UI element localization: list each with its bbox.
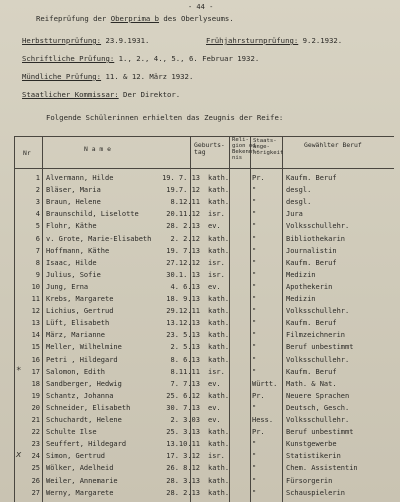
birthdate: 13.12.13: [166, 319, 200, 328]
citizenship: ": [252, 403, 257, 412]
table-row: [14, 414, 394, 427]
citizenship: ": [252, 476, 257, 485]
table-row: [14, 184, 394, 197]
birthdate: 28. 2.13: [166, 488, 200, 497]
chosen-profession: Kunstgewerbe: [286, 440, 337, 449]
chosen-profession: Chem. Assistentin: [286, 464, 358, 473]
birthdate: 23. 5.13: [166, 331, 200, 340]
birthdate: 30. 7.13: [166, 403, 200, 412]
row-number: 26: [31, 476, 40, 485]
row-number: 7: [35, 246, 40, 255]
row-number: 3: [35, 198, 40, 207]
state-commissioner: Staatlicher Kommissar: Der Direktor.: [22, 90, 181, 99]
religion: ev.: [208, 282, 221, 291]
table-row: [14, 462, 394, 475]
citizenship: ": [252, 258, 257, 267]
student-name: Meller, Wilhelmine: [46, 343, 122, 352]
table-row: [14, 426, 394, 439]
citizenship: ": [252, 222, 257, 231]
student-name: Salomon, Edith: [46, 367, 106, 376]
spring-sport-exam: Frühjahrsturnprüfung: 9.2.1932.: [206, 36, 343, 45]
table-row: [14, 378, 394, 391]
header-religion: Reli- gion od. Bekennt- nis: [232, 137, 259, 161]
chosen-profession: Schauspielerin: [286, 488, 346, 497]
chosen-profession: Beruf unbestimmt: [286, 343, 354, 352]
row-number: 20: [31, 403, 40, 412]
table-header-rule: [14, 168, 394, 169]
row-number: 8: [35, 258, 40, 267]
birthdate: 18. 9.13: [166, 295, 200, 303]
table-row: [14, 354, 394, 367]
birthdate: 25. 3.13: [166, 428, 200, 437]
chosen-profession: Fürsorgerin: [286, 476, 333, 485]
chosen-profession: Medizin: [286, 295, 316, 303]
citizenship: ": [252, 355, 257, 364]
birthdate: 19. 7.13: [166, 246, 200, 255]
table-row: [14, 196, 394, 209]
religion: kath.: [208, 234, 230, 243]
student-name: Simon, Gertrud: [46, 452, 106, 461]
chosen-profession: Neuere Sprachen: [286, 391, 350, 400]
birthdate: 19. 7. 13: [162, 174, 200, 182]
row-number: 4: [35, 210, 40, 219]
religion: ev.: [208, 379, 221, 388]
table-row: [14, 366, 394, 379]
birthdate: 25. 6.12: [166, 391, 200, 400]
student-name: Schulte Ilse: [46, 428, 97, 437]
chosen-profession: Jura: [286, 210, 303, 219]
citizenship: ": [252, 270, 257, 279]
chosen-profession: Volksschullehr.: [286, 355, 350, 364]
birthdate: 2. 5.13: [170, 343, 200, 352]
student-name: März, Marianne: [46, 331, 106, 340]
student-name: Jung, Erna: [46, 282, 89, 291]
chosen-profession: Kaufm. Beruf: [286, 319, 337, 328]
birthdate: 28. 2.13: [166, 222, 200, 231]
row-number: 14: [31, 331, 40, 340]
header-profession: Gewählter Beruf: [304, 141, 362, 149]
row-number: 6: [35, 234, 40, 243]
religion: kath.: [208, 476, 230, 485]
student-name: Lüft, Elisabeth: [46, 319, 110, 328]
citizenship: ": [252, 331, 257, 340]
student-name: Krebs, Margarete: [46, 295, 114, 303]
row-number: 25: [31, 464, 40, 473]
chosen-profession: Volksschullehr.: [286, 416, 350, 424]
row-number: 13: [31, 319, 40, 328]
religion: kath.: [208, 246, 230, 255]
religion: kath.: [208, 295, 230, 303]
citizenship: ": [252, 440, 257, 449]
margin-mark: *: [16, 365, 22, 376]
chosen-profession: Kaufm. Beruf: [286, 174, 337, 182]
table-row: [14, 475, 394, 488]
student-name: Lichius, Gertrud: [46, 307, 114, 316]
students-table: [14, 136, 394, 502]
chosen-profession: Filmzeichnerin: [286, 331, 346, 340]
table-row: [14, 172, 394, 185]
religion: kath.: [208, 464, 230, 473]
birthdate: 19.7. 12: [166, 186, 200, 195]
citizenship: ": [252, 295, 257, 303]
table-row: [14, 269, 394, 282]
student-name: Flohr, Käthe: [46, 222, 97, 231]
chosen-profession: Beruf unbestimmt: [286, 428, 354, 437]
table-row: [14, 305, 394, 318]
row-number: 17: [31, 367, 40, 376]
header-name: N a m e: [84, 145, 111, 153]
citizenship: Württ.: [252, 379, 278, 388]
religion: kath.: [208, 331, 230, 340]
student-name: Julius, Sofie: [46, 270, 101, 279]
birthdate: 8. 6.13: [170, 355, 200, 364]
student-name: Schuchardt, Helene: [46, 416, 122, 424]
religion: kath.: [208, 343, 230, 352]
row-number: 16: [31, 355, 40, 364]
birthdate: 8.11.11: [170, 367, 200, 376]
birthdate: 8.12.11: [170, 198, 200, 207]
citizenship: ": [252, 488, 257, 497]
citizenship: ": [252, 186, 257, 195]
student-name: Braunschild, Liselotte: [46, 210, 139, 219]
page-number: - 44 -: [188, 3, 214, 11]
citizenship: Pr.: [252, 428, 265, 437]
student-name: Sandberger, Hedwig: [46, 379, 122, 388]
row-number: 2: [35, 186, 40, 195]
citizenship: ": [252, 464, 257, 473]
chosen-profession: Apothekerin: [286, 282, 333, 291]
student-name: Schneider, Elisabeth: [46, 403, 131, 412]
row-number: 23: [31, 440, 40, 449]
row-number: 12: [31, 307, 40, 316]
row-number: 18: [31, 379, 40, 388]
student-name: Alvermann, Hilde: [46, 174, 114, 182]
student-name: v. Grote, Marie-Elisabeth: [46, 234, 152, 243]
citizenship: ": [252, 282, 257, 291]
citizenship: ": [252, 210, 257, 219]
header-birthdate: Geburts- tag: [194, 141, 225, 156]
religion: kath.: [208, 488, 230, 497]
citizenship: ": [252, 319, 257, 328]
birthdate: 17. 3.12: [166, 452, 200, 461]
chosen-profession: Journalistin: [286, 246, 337, 255]
table-row: [14, 281, 394, 294]
religion: kath.: [208, 391, 230, 400]
chosen-profession: Volksschullehr.: [286, 222, 350, 231]
chosen-profession: Math. & Nat.: [286, 379, 337, 388]
table-row: [14, 438, 394, 451]
religion: isr.: [208, 258, 225, 267]
citizenship: ": [252, 367, 257, 376]
chosen-profession: Bibliothekarin: [286, 234, 346, 243]
citizenship: ": [252, 343, 257, 352]
religion: kath.: [208, 440, 230, 449]
row-number: 5: [35, 222, 40, 231]
header-nr: Nr: [23, 149, 31, 157]
row-number: 11: [31, 295, 40, 303]
table-row: [14, 450, 394, 463]
table-row: [14, 245, 394, 258]
religion: kath.: [208, 198, 230, 207]
oral-exam: Mündliche Prüfung: 11. & 12. März 1932.: [22, 72, 194, 81]
birthdate: 7. 7.13: [170, 379, 200, 388]
chosen-profession: Statistikerin: [286, 452, 341, 461]
religion: kath.: [208, 174, 230, 182]
citizenship: Pr.: [252, 391, 265, 400]
citizenship: ": [252, 452, 257, 461]
table-row: [14, 402, 394, 415]
chosen-profession: Kaufm. Beruf: [286, 258, 337, 267]
table-row: [14, 390, 394, 403]
birthdate: 30.1. 13: [166, 270, 200, 279]
birthdate: 2. 2.12: [170, 234, 200, 243]
student-name: Schantz, Johanna: [46, 391, 114, 400]
chosen-profession: desgl.: [286, 198, 312, 207]
table-row: [14, 317, 394, 330]
row-number: 9: [35, 270, 40, 279]
birthdate: 4. 6.13: [170, 282, 200, 291]
birthdate: 13.10.11: [166, 440, 200, 449]
table-row: [14, 341, 394, 354]
student-name: Weiler, Annemarie: [46, 476, 118, 485]
religion: ev.: [208, 416, 221, 424]
table-top-rule: [14, 136, 394, 137]
margin-mark: x: [16, 450, 22, 461]
row-number: 1: [35, 174, 40, 182]
row-number: 27: [31, 488, 40, 497]
religion: isr.: [208, 270, 225, 279]
birthdate: 29.12.11: [166, 307, 200, 316]
birthdate: 28. 3.13: [166, 476, 200, 485]
religion: ev.: [208, 222, 221, 231]
student-name: Wölker, Adelheid: [46, 464, 114, 473]
row-number: 19: [31, 391, 40, 400]
birthdate: 27.12.12: [166, 258, 200, 267]
birthdate: 2. 3.03: [170, 416, 200, 424]
exam-title: Reifeprüfung der Oberprima b des Oberlyseums.: [36, 14, 234, 23]
table-row: [14, 293, 394, 306]
chosen-profession: Medizin: [286, 270, 316, 279]
row-number: 15: [31, 343, 40, 352]
autumn-sport-exam: Herbstturnprüfung: 23.9.1931.: [22, 36, 150, 45]
row-number: 22: [31, 428, 40, 437]
written-exam: Schriftliche Prüfung: 1., 2., 4., 5., 6. Februar 1932.: [22, 54, 260, 63]
religion: kath.: [208, 186, 230, 195]
citizenship: Hess.: [252, 416, 274, 424]
student-name: Braun, Helene: [46, 198, 101, 207]
religion: kath.: [208, 307, 230, 316]
chosen-profession: Kaufm. Beruf: [286, 367, 337, 376]
student-name: Seuffert, Hildegard: [46, 440, 127, 449]
student-name: Bläser, Maria: [46, 186, 101, 195]
student-name: Petri , Hildegard: [46, 355, 118, 364]
birthdate: 26. 8.12: [166, 464, 200, 473]
religion: kath.: [208, 355, 230, 364]
citizenship: ": [252, 307, 257, 316]
chosen-profession: Deutsch, Gesch.: [286, 403, 350, 412]
table-row: [14, 233, 394, 246]
row-number: 10: [31, 282, 40, 291]
row-number: 24: [31, 452, 40, 461]
chosen-profession: desgl.: [286, 186, 312, 195]
religion: ev.: [208, 403, 221, 412]
citizenship: ": [252, 246, 257, 255]
religion: isr.: [208, 210, 225, 219]
citizenship: ": [252, 198, 257, 207]
table-row: [14, 220, 394, 233]
header-citizenship: Staats- ange- hörigkeit: [253, 138, 284, 156]
table-row: [14, 208, 394, 221]
student-name: Hoffmann, Käthe: [46, 246, 110, 255]
student-name: Isaac, Hilde: [46, 258, 97, 267]
religion: isr.: [208, 367, 225, 376]
table-row: [14, 329, 394, 342]
religion: kath.: [208, 428, 230, 437]
table-row: [14, 487, 394, 500]
birthdate: 20.11.12: [166, 210, 200, 219]
religion: kath.: [208, 319, 230, 328]
table-row: [14, 257, 394, 270]
chosen-profession: Volksschullehr.: [286, 307, 350, 316]
student-name: Werny, Margarete: [46, 488, 114, 497]
citizenship: Pr.: [252, 174, 265, 182]
intro-text: Folgende Schülerinnen erhielten das Zeugnis der Reife:: [46, 113, 284, 122]
citizenship: ": [252, 234, 257, 243]
religion: isr.: [208, 452, 225, 461]
row-number: 21: [31, 416, 40, 424]
